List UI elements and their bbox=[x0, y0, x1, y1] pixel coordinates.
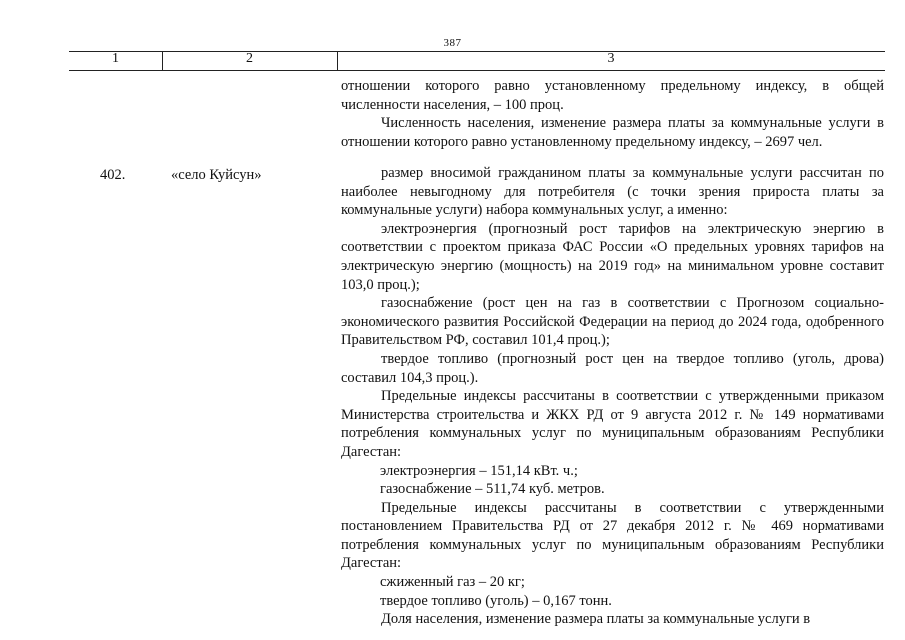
continuation-paragraph: Численность населения, изменение размера платы за коммунальные услуги в отношении которого равно установленному предельному индексу, – 2697 чел. bbox=[341, 115, 884, 150]
entry-number: 402. bbox=[100, 167, 126, 183]
entry-paragraph: Доля населения, изменение размера платы за коммунальные услуги в bbox=[381, 611, 811, 628]
entry-paragraph: размер вносимой гражданином платы за коммунальные услуги рассчитан по наиболее невыгодному для потребителя (с точки зрения прироста платы за коммунальные услуги) набора коммунальных услуг, а именно: bbox=[341, 165, 884, 219]
norm-item: газоснабжение – 511,74 куб. метров. bbox=[380, 481, 605, 498]
header-col-3: 3 bbox=[607, 51, 615, 66]
entry-paragraph: электроэнергия (прогнозный рост тарифов на электрическую энергию в соответствии с проектом приказа ФАС России «О предельных уровнях тарифов на электрическую энергию (мощность) на 2019 год» на минимальном уровне составит 103,0 проц.); bbox=[341, 220, 884, 293]
entry-name: «село Куйсун» bbox=[171, 167, 262, 183]
norm-item: электроэнергия – 151,14 кВт. ч.; bbox=[380, 462, 578, 479]
header-bottom-rule bbox=[69, 70, 885, 71]
norm-item: твердое топливо (уголь) – 0,167 тонн. bbox=[380, 592, 612, 609]
continuation-paragraph: отношении которого равно установленному предельному индексу, в общей численности населения, – 100 проц. bbox=[341, 78, 884, 113]
entry-paragraph: Предельные индексы рассчитаны в соответствии с утвержденными приказом Министерства строительства и ЖКХ РД от 9 августа 2012 г. № 149 нормативами потребления коммунальных услуг по муниципальным образованиям Республики Дагестан: bbox=[341, 388, 884, 460]
header-col-1: 1 bbox=[112, 51, 119, 66]
entry-paragraph: Предельные индексы рассчитаны в соответствии с утвержденными постановлением Правительства РД от 27 декабря 2012 г. № 469 нормативами потребления коммунальных услуг по муниципальным образованиям Республики Дагестан: bbox=[341, 499, 884, 572]
entry-text bbox=[341, 164, 884, 629]
header-col-2: 2 bbox=[246, 51, 253, 66]
page-number: 387 bbox=[443, 37, 462, 49]
norm-item: сжиженный газ – 20 кг; bbox=[380, 574, 525, 591]
continuation-text bbox=[341, 77, 884, 151]
entry-paragraph: газоснабжение (рост цен на газ в соответствии с Прогнозом социально-экономического развития Российской Федерации на период до 2024 года, одобренного Правительством РФ, составил 101,4 проц.); bbox=[341, 295, 884, 349]
entry-paragraph: твердое топливо (прогнозный рост цен на твердое топливо (уголь, дрова) составил 104,3 проц.). bbox=[341, 350, 884, 386]
